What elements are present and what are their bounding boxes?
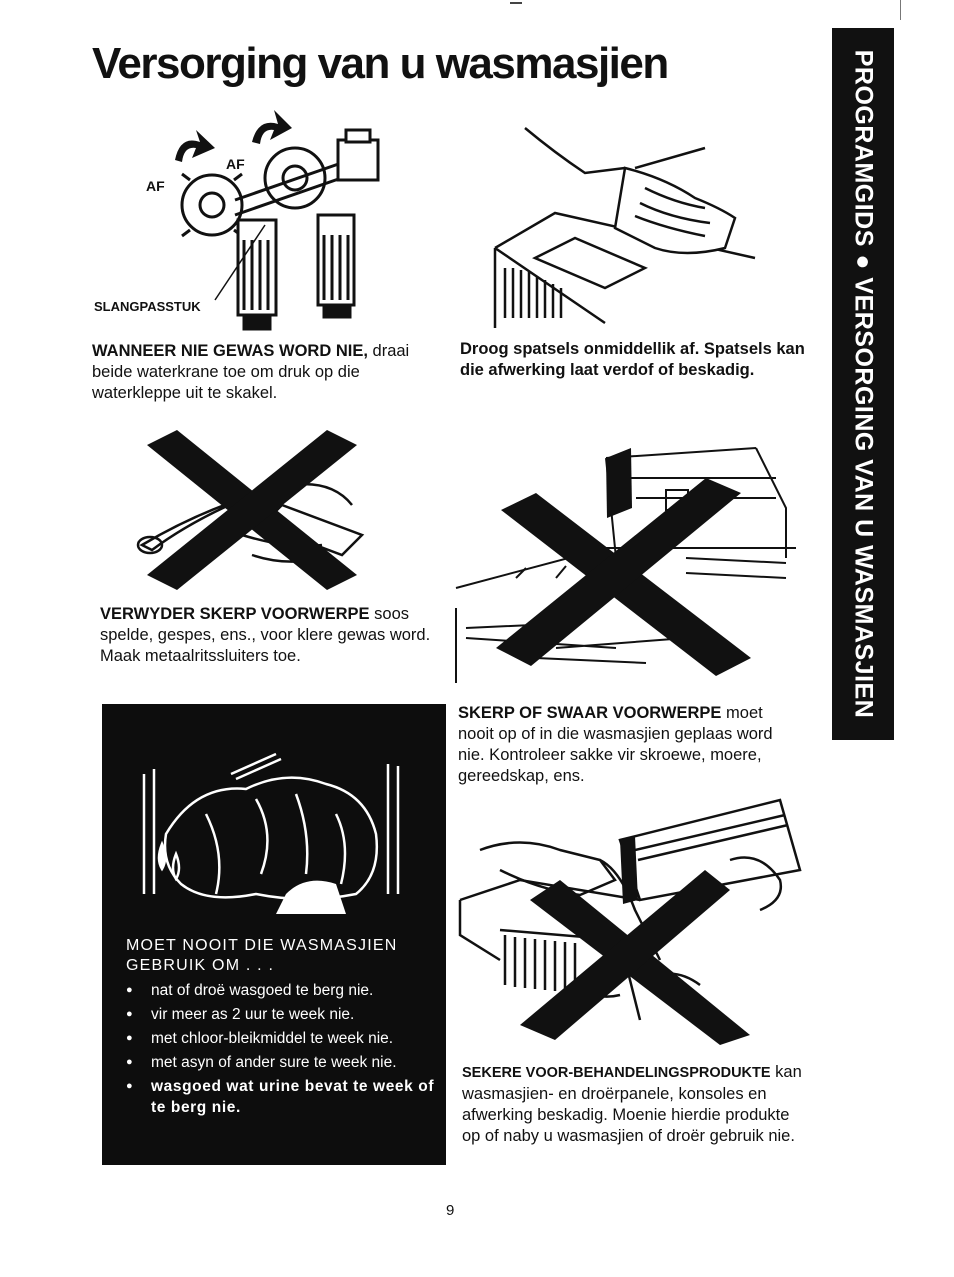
sharp-objects-caption	[100, 604, 450, 667]
objects-on-washer-illustration	[456, 448, 796, 688]
sharp-objects-body: soos spelde, gespes, ens., voor klere gewas word. Maak metaalritssluiters toe.	[100, 605, 431, 665]
label-af-right: AF	[226, 156, 245, 172]
page-title: Versorging van u wasmasjien	[92, 39, 668, 88]
wipe-caption-text: Droog spatsels onmiddellik af. Spatsels kan die afwerking laat verdof of beskadig.	[460, 340, 805, 379]
faucet-caption-body: draai beide waterkrane toe om druk op die waterkleppe uit te skakel.	[92, 342, 410, 402]
wet-laundry-illustration	[136, 744, 406, 914]
section-sidebar-tab	[832, 28, 894, 740]
wipe-spill-illustration	[495, 108, 755, 328]
heavy-objects-body: moet nooit op of in die wasmasjien geplaas word nie. Kontroleer sakke vir skroewe, moere, gereedskap, ens.	[458, 704, 773, 785]
never-use-heading: MOET NOOIT DIE WASMASJIEN GEBRUIK OM . . .	[126, 937, 398, 974]
list-item: ● met chloor-bleikmiddel te week nie.	[124, 1028, 438, 1049]
page-number: 9	[446, 1202, 455, 1219]
pretreatment-lead: SEKERE VOOR-BEHANDELINGSPRODUKTE	[462, 1065, 771, 1081]
sharp-objects-illustration	[132, 425, 372, 595]
label-af-left: AF	[146, 178, 165, 194]
never-use-list	[124, 980, 438, 1121]
pretreatment-caption	[462, 1062, 807, 1147]
sidebar-label: PROGRAMGIDS ● VERSORGING VAN U WASMASJIEN	[849, 49, 878, 719]
faucet-caption-lead: WANNEER NIE GEWAS WORD NIE,	[92, 342, 368, 360]
list-item: ● wasgoed wat urine bevat te week of te berg nie.	[124, 1076, 438, 1118]
never-use-warning-box	[102, 704, 446, 1165]
sharp-objects-lead: VERWYDER SKERP VOORWERPE	[100, 605, 370, 623]
pretreatment-body: kan wasmasjien- en droërpanele, konsoles en afwerking beskadig. Moenie hierdie produkte op of naby u wasmasjien of droër gebruik nie.	[462, 1063, 802, 1145]
list-item: ● met asyn of ander sure te week nie.	[124, 1052, 438, 1073]
pretreatment-spray-illustration	[460, 800, 805, 1045]
list-item: ● nat of droë wasgoed te berg nie.	[124, 980, 438, 1001]
faucet-caption	[92, 341, 440, 404]
label-hose-fitting: SLANGPASSTUK	[94, 299, 201, 314]
wipe-caption	[460, 339, 812, 381]
list-item: ● vir meer as 2 uur te week nie.	[124, 1004, 438, 1025]
page-edge-line	[900, 0, 901, 20]
heavy-objects-lead: SKERP OF SWAAR VOORWERPE	[458, 704, 722, 722]
heavy-objects-caption	[458, 703, 803, 787]
scan-mark	[510, 2, 522, 4]
